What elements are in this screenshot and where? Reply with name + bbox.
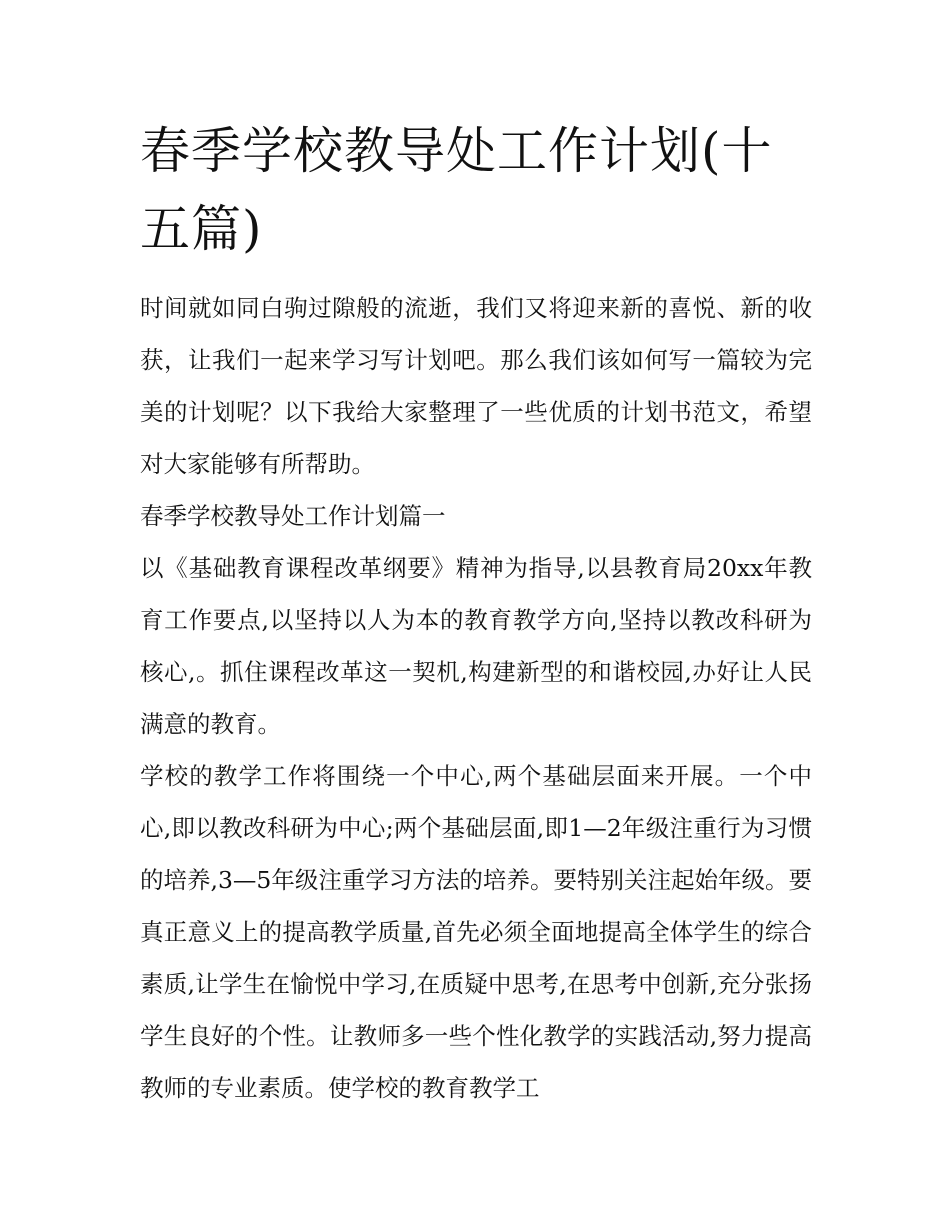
body-paragraph: 以《基础教育课程改革纲要》精神为指导,以县教育局20xx年教育工作要点,以坚持以人为本的教育教学方向,坚持以教改科研为核心,。抓住课程改革这一契机,构建新型的和谐校园,办好让人民满意的教育。 xyxy=(140,554,812,738)
document-page xyxy=(140,112,812,1114)
body-paragraph: 学校的教学工作将围绕一个中心,两个基础层面来开展。一个中心,即以教改科研为中心;两个基础层面,即1—2年级注重行为习惯的培养,3—5年级注重学习方法的培养。要特别关注起始年级。要真正意义上的提高教学质量,首先必须全面地提高全体学生的综合素质,让学生在愉悦中学习,在质疑中思考,在思考中创新,充分张扬学生良好的个性。让教师多一些个性化教学的实践活动,努力提高教师的专业素质。使学校的教育教学工 xyxy=(140,762,812,1102)
document-title: 春季学校教导处工作计划(十五篇) xyxy=(140,122,773,258)
section-heading: 春季学校教导处工作计划篇一 xyxy=(140,502,446,530)
intro-paragraph: 时间就如同白驹过隙般的流逝，我们又将迎来新的喜悦、新的收获，让我们一起来学习写计划吧。那么我们该如何写一篇较为完美的计划呢？以下我给大家整理了一些优质的计划书范文，希望对大家能够有所帮助。 xyxy=(140,294,812,478)
